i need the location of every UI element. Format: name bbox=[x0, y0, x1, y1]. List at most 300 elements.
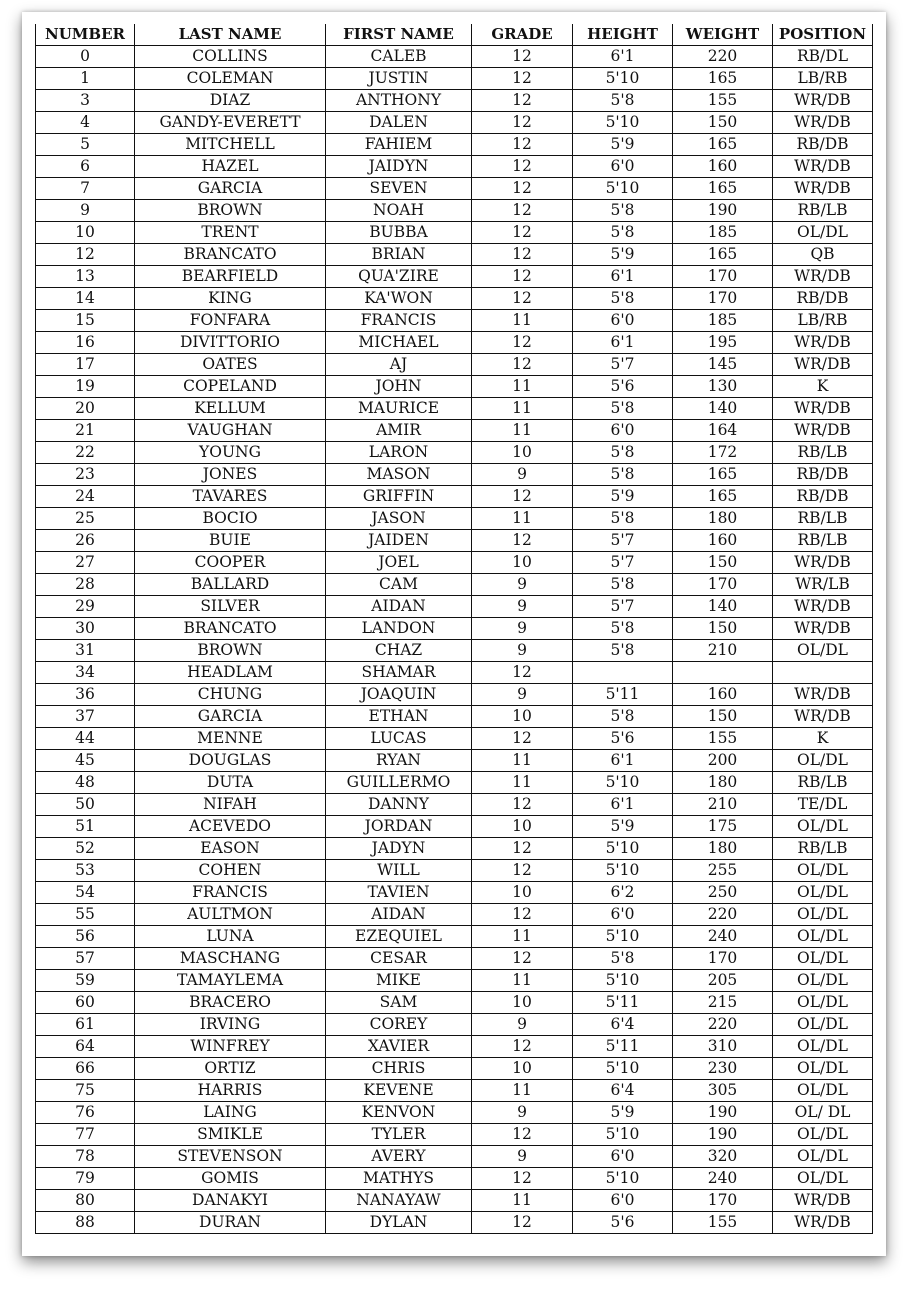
height-cell: 6'2 bbox=[573, 882, 673, 904]
height-cell: 5'8 bbox=[573, 90, 673, 112]
grade-cell: 12 bbox=[472, 838, 573, 860]
position-cell: OL/DL bbox=[773, 926, 873, 948]
number-cell: 7 bbox=[36, 178, 135, 200]
position-cell: OL/DL bbox=[773, 816, 873, 838]
table-row bbox=[36, 772, 873, 794]
table-row bbox=[36, 904, 873, 926]
height-cell: 5'9 bbox=[573, 1102, 673, 1124]
weight-cell: 165 bbox=[673, 486, 773, 508]
table-row bbox=[36, 178, 873, 200]
last-name-cell: DIAZ bbox=[135, 90, 326, 112]
first-name-cell: JAIDEN bbox=[326, 530, 472, 552]
grade-cell: 11 bbox=[472, 398, 573, 420]
position-cell: RB/LB bbox=[773, 838, 873, 860]
grade-cell: 12 bbox=[472, 530, 573, 552]
first-name-cell: MICHAEL bbox=[326, 332, 472, 354]
weight-cell: 170 bbox=[673, 1190, 773, 1212]
first-name-cell: TAVIEN bbox=[326, 882, 472, 904]
last-name-cell: LUNA bbox=[135, 926, 326, 948]
number-cell: 10 bbox=[36, 222, 135, 244]
table-row bbox=[36, 552, 873, 574]
position-cell: LB/RB bbox=[773, 310, 873, 332]
position-cell: OL/DL bbox=[773, 970, 873, 992]
first-name-cell: JUSTIN bbox=[326, 68, 472, 90]
table-row bbox=[36, 1036, 873, 1058]
table-row bbox=[36, 134, 873, 156]
height-cell: 5'10 bbox=[573, 1124, 673, 1146]
position-cell: OL/DL bbox=[773, 904, 873, 926]
last-name-cell: GARCIA bbox=[135, 178, 326, 200]
table-row bbox=[36, 464, 873, 486]
header-height: HEIGHT bbox=[573, 24, 673, 46]
height-cell: 5'9 bbox=[573, 134, 673, 156]
table-row bbox=[36, 662, 873, 684]
grade-cell: 12 bbox=[472, 200, 573, 222]
weight-cell: 220 bbox=[673, 46, 773, 68]
weight-cell: 180 bbox=[673, 772, 773, 794]
number-cell: 26 bbox=[36, 530, 135, 552]
first-name-cell: FAHIEM bbox=[326, 134, 472, 156]
last-name-cell: DANAKYI bbox=[135, 1190, 326, 1212]
table-row bbox=[36, 926, 873, 948]
position-cell: LB/RB bbox=[773, 68, 873, 90]
weight-cell: 210 bbox=[673, 640, 773, 662]
grade-cell: 10 bbox=[472, 992, 573, 1014]
last-name-cell: MITCHELL bbox=[135, 134, 326, 156]
grade-cell: 12 bbox=[472, 68, 573, 90]
weight-cell: 320 bbox=[673, 1146, 773, 1168]
table-row bbox=[36, 1080, 873, 1102]
height-cell: 5'10 bbox=[573, 970, 673, 992]
grade-cell: 11 bbox=[472, 970, 573, 992]
first-name-cell: DALEN bbox=[326, 112, 472, 134]
table-row bbox=[36, 992, 873, 1014]
position-cell: WR/DB bbox=[773, 706, 873, 728]
first-name-cell: BUBBA bbox=[326, 222, 472, 244]
first-name-cell: ETHAN bbox=[326, 706, 472, 728]
number-cell: 52 bbox=[36, 838, 135, 860]
position-cell: WR/DB bbox=[773, 684, 873, 706]
table-row bbox=[36, 948, 873, 970]
number-cell: 64 bbox=[36, 1036, 135, 1058]
number-cell: 28 bbox=[36, 574, 135, 596]
header-row bbox=[36, 24, 873, 46]
table-row bbox=[36, 640, 873, 662]
number-cell: 50 bbox=[36, 794, 135, 816]
height-cell: 5'8 bbox=[573, 200, 673, 222]
table-row bbox=[36, 486, 873, 508]
height-cell: 6'1 bbox=[573, 46, 673, 68]
number-cell: 59 bbox=[36, 970, 135, 992]
position-cell: QB bbox=[773, 244, 873, 266]
position-cell: OL/DL bbox=[773, 640, 873, 662]
height-cell: 5'8 bbox=[573, 706, 673, 728]
table-row bbox=[36, 310, 873, 332]
height-cell: 5'10 bbox=[573, 1058, 673, 1080]
grade-cell: 11 bbox=[472, 508, 573, 530]
table-row bbox=[36, 398, 873, 420]
grade-cell: 12 bbox=[472, 332, 573, 354]
number-cell: 3 bbox=[36, 90, 135, 112]
table-row bbox=[36, 530, 873, 552]
first-name-cell: GUILLERMO bbox=[326, 772, 472, 794]
last-name-cell: EASON bbox=[135, 838, 326, 860]
weight-cell: 170 bbox=[673, 948, 773, 970]
grade-cell: 9 bbox=[472, 640, 573, 662]
height-cell: 5'10 bbox=[573, 112, 673, 134]
first-name-cell: LARON bbox=[326, 442, 472, 464]
weight-cell: 160 bbox=[673, 156, 773, 178]
number-cell: 54 bbox=[36, 882, 135, 904]
first-name-cell: MASON bbox=[326, 464, 472, 486]
number-cell: 17 bbox=[36, 354, 135, 376]
last-name-cell: BRACERO bbox=[135, 992, 326, 1014]
position-cell: RB/LB bbox=[773, 508, 873, 530]
height-cell: 5'7 bbox=[573, 596, 673, 618]
table-row bbox=[36, 794, 873, 816]
number-cell: 79 bbox=[36, 1168, 135, 1190]
grade-cell: 12 bbox=[472, 904, 573, 926]
position-cell: WR/DB bbox=[773, 156, 873, 178]
weight-cell: 155 bbox=[673, 1212, 773, 1234]
table-row bbox=[36, 618, 873, 640]
number-cell: 20 bbox=[36, 398, 135, 420]
position-cell: OL/DL bbox=[773, 1168, 873, 1190]
number-cell: 1 bbox=[36, 68, 135, 90]
weight-cell: 155 bbox=[673, 728, 773, 750]
weight-cell: 215 bbox=[673, 992, 773, 1014]
table-row bbox=[36, 112, 873, 134]
last-name-cell: BROWN bbox=[135, 200, 326, 222]
last-name-cell: LAING bbox=[135, 1102, 326, 1124]
position-cell: K bbox=[773, 728, 873, 750]
grade-cell: 11 bbox=[472, 376, 573, 398]
position-cell: WR/DB bbox=[773, 90, 873, 112]
weight-cell: 185 bbox=[673, 310, 773, 332]
height-cell: 6'0 bbox=[573, 156, 673, 178]
last-name-cell: COPELAND bbox=[135, 376, 326, 398]
number-cell: 23 bbox=[36, 464, 135, 486]
grade-cell: 10 bbox=[472, 552, 573, 574]
table-row bbox=[36, 156, 873, 178]
number-cell: 45 bbox=[36, 750, 135, 772]
weight-cell: 160 bbox=[673, 684, 773, 706]
position-cell: WR/DB bbox=[773, 332, 873, 354]
height-cell: 5'10 bbox=[573, 68, 673, 90]
number-cell: 24 bbox=[36, 486, 135, 508]
table-row bbox=[36, 46, 873, 68]
table-row bbox=[36, 574, 873, 596]
position-cell: OL/DL bbox=[773, 948, 873, 970]
grade-cell: 11 bbox=[472, 1080, 573, 1102]
grade-cell: 10 bbox=[472, 706, 573, 728]
table-row bbox=[36, 420, 873, 442]
position-cell: OL/DL bbox=[773, 882, 873, 904]
height-cell: 5'8 bbox=[573, 222, 673, 244]
weight-cell: 195 bbox=[673, 332, 773, 354]
header-weight: WEIGHT bbox=[673, 24, 773, 46]
height-cell: 5'11 bbox=[573, 1036, 673, 1058]
grade-cell: 12 bbox=[472, 1036, 573, 1058]
grade-cell: 12 bbox=[472, 134, 573, 156]
table-row bbox=[36, 222, 873, 244]
position-cell: WR/DB bbox=[773, 1190, 873, 1212]
height-cell: 6'1 bbox=[573, 332, 673, 354]
height-cell: 5'7 bbox=[573, 354, 673, 376]
position-cell: OL/DL bbox=[773, 1124, 873, 1146]
height-cell: 6'1 bbox=[573, 750, 673, 772]
weight-cell bbox=[673, 662, 773, 684]
height-cell: 5'7 bbox=[573, 530, 673, 552]
grade-cell: 12 bbox=[472, 112, 573, 134]
first-name-cell: SHAMAR bbox=[326, 662, 472, 684]
number-cell: 14 bbox=[36, 288, 135, 310]
grade-cell: 9 bbox=[472, 684, 573, 706]
weight-cell: 165 bbox=[673, 178, 773, 200]
roster-body bbox=[36, 46, 873, 1234]
weight-cell: 150 bbox=[673, 618, 773, 640]
number-cell: 9 bbox=[36, 200, 135, 222]
last-name-cell: SMIKLE bbox=[135, 1124, 326, 1146]
table-row bbox=[36, 728, 873, 750]
position-cell: TE/DL bbox=[773, 794, 873, 816]
height-cell: 6'0 bbox=[573, 1146, 673, 1168]
number-cell: 88 bbox=[36, 1212, 135, 1234]
grade-cell: 9 bbox=[472, 1146, 573, 1168]
grade-cell: 12 bbox=[472, 222, 573, 244]
position-cell bbox=[773, 662, 873, 684]
last-name-cell: KELLUM bbox=[135, 398, 326, 420]
table-row bbox=[36, 90, 873, 112]
first-name-cell: AIDAN bbox=[326, 904, 472, 926]
table-row bbox=[36, 288, 873, 310]
first-name-cell: JOEL bbox=[326, 552, 472, 574]
grade-cell: 12 bbox=[472, 794, 573, 816]
grade-cell: 9 bbox=[472, 1102, 573, 1124]
table-row bbox=[36, 838, 873, 860]
last-name-cell: GANDY-EVERETT bbox=[135, 112, 326, 134]
table-row bbox=[36, 596, 873, 618]
weight-cell: 190 bbox=[673, 1102, 773, 1124]
first-name-cell: JADYN bbox=[326, 838, 472, 860]
position-cell: WR/DB bbox=[773, 112, 873, 134]
grade-cell: 12 bbox=[472, 266, 573, 288]
grade-cell: 10 bbox=[472, 882, 573, 904]
position-cell: WR/DB bbox=[773, 552, 873, 574]
number-cell: 13 bbox=[36, 266, 135, 288]
table-row bbox=[36, 332, 873, 354]
last-name-cell: HARRIS bbox=[135, 1080, 326, 1102]
position-cell: RB/LB bbox=[773, 200, 873, 222]
number-cell: 29 bbox=[36, 596, 135, 618]
first-name-cell: MATHYS bbox=[326, 1168, 472, 1190]
last-name-cell: IRVING bbox=[135, 1014, 326, 1036]
last-name-cell: SILVER bbox=[135, 596, 326, 618]
position-cell: WR/DB bbox=[773, 1212, 873, 1234]
position-cell: OL/ DL bbox=[773, 1102, 873, 1124]
height-cell: 5'9 bbox=[573, 486, 673, 508]
position-cell: RB/LB bbox=[773, 442, 873, 464]
weight-cell: 200 bbox=[673, 750, 773, 772]
height-cell: 6'1 bbox=[573, 794, 673, 816]
first-name-cell: RYAN bbox=[326, 750, 472, 772]
number-cell: 16 bbox=[36, 332, 135, 354]
grade-cell: 12 bbox=[472, 156, 573, 178]
number-cell: 44 bbox=[36, 728, 135, 750]
first-name-cell: GRIFFIN bbox=[326, 486, 472, 508]
table-row bbox=[36, 750, 873, 772]
weight-cell: 210 bbox=[673, 794, 773, 816]
height-cell: 5'6 bbox=[573, 1212, 673, 1234]
last-name-cell: DURAN bbox=[135, 1212, 326, 1234]
height-cell: 5'8 bbox=[573, 508, 673, 530]
grade-cell: 12 bbox=[472, 860, 573, 882]
grade-cell: 12 bbox=[472, 1124, 573, 1146]
first-name-cell: DYLAN bbox=[326, 1212, 472, 1234]
grade-cell: 11 bbox=[472, 926, 573, 948]
position-cell: OL/DL bbox=[773, 1014, 873, 1036]
weight-cell: 190 bbox=[673, 200, 773, 222]
table-row bbox=[36, 882, 873, 904]
first-name-cell: KEVENE bbox=[326, 1080, 472, 1102]
header-first-name: FIRST NAME bbox=[326, 24, 472, 46]
table-row bbox=[36, 442, 873, 464]
number-cell: 0 bbox=[36, 46, 135, 68]
number-cell: 56 bbox=[36, 926, 135, 948]
height-cell: 5'6 bbox=[573, 376, 673, 398]
weight-cell: 185 bbox=[673, 222, 773, 244]
first-name-cell: JOHN bbox=[326, 376, 472, 398]
height-cell: 5'8 bbox=[573, 574, 673, 596]
number-cell: 25 bbox=[36, 508, 135, 530]
weight-cell: 305 bbox=[673, 1080, 773, 1102]
height-cell: 6'4 bbox=[573, 1014, 673, 1036]
number-cell: 5 bbox=[36, 134, 135, 156]
height-cell: 6'0 bbox=[573, 904, 673, 926]
grade-cell: 12 bbox=[472, 728, 573, 750]
weight-cell: 205 bbox=[673, 970, 773, 992]
last-name-cell: COOPER bbox=[135, 552, 326, 574]
weight-cell: 130 bbox=[673, 376, 773, 398]
last-name-cell: BROWN bbox=[135, 640, 326, 662]
number-cell: 4 bbox=[36, 112, 135, 134]
header-grade: GRADE bbox=[472, 24, 573, 46]
position-cell: RB/LB bbox=[773, 530, 873, 552]
first-name-cell: XAVIER bbox=[326, 1036, 472, 1058]
table-row bbox=[36, 1058, 873, 1080]
last-name-cell: TAMAYLEMA bbox=[135, 970, 326, 992]
first-name-cell: JAIDYN bbox=[326, 156, 472, 178]
first-name-cell: LUCAS bbox=[326, 728, 472, 750]
position-cell: OL/DL bbox=[773, 1146, 873, 1168]
first-name-cell: NANAYAW bbox=[326, 1190, 472, 1212]
header-number: NUMBER bbox=[36, 24, 135, 46]
weight-cell: 170 bbox=[673, 574, 773, 596]
position-cell: WR/DB bbox=[773, 178, 873, 200]
weight-cell: 170 bbox=[673, 266, 773, 288]
position-cell: WR/DB bbox=[773, 420, 873, 442]
grade-cell: 9 bbox=[472, 618, 573, 640]
first-name-cell: NOAH bbox=[326, 200, 472, 222]
weight-cell: 240 bbox=[673, 1168, 773, 1190]
first-name-cell: SAM bbox=[326, 992, 472, 1014]
height-cell: 5'11 bbox=[573, 992, 673, 1014]
grade-cell: 12 bbox=[472, 948, 573, 970]
weight-cell: 140 bbox=[673, 596, 773, 618]
last-name-cell: FRANCIS bbox=[135, 882, 326, 904]
first-name-cell: LANDON bbox=[326, 618, 472, 640]
table-row bbox=[36, 860, 873, 882]
table-row bbox=[36, 684, 873, 706]
position-cell: RB/DB bbox=[773, 464, 873, 486]
number-cell: 55 bbox=[36, 904, 135, 926]
weight-cell: 165 bbox=[673, 68, 773, 90]
height-cell: 5'8 bbox=[573, 640, 673, 662]
last-name-cell: AULTMON bbox=[135, 904, 326, 926]
last-name-cell: BUIE bbox=[135, 530, 326, 552]
height-cell: 6'0 bbox=[573, 310, 673, 332]
header-position: POSITION bbox=[773, 24, 873, 46]
table-row bbox=[36, 354, 873, 376]
height-cell: 5'8 bbox=[573, 288, 673, 310]
position-cell: RB/DB bbox=[773, 134, 873, 156]
first-name-cell: CALEB bbox=[326, 46, 472, 68]
roster-sheet bbox=[22, 12, 886, 1256]
weight-cell: 172 bbox=[673, 442, 773, 464]
last-name-cell: MENNE bbox=[135, 728, 326, 750]
first-name-cell: CESAR bbox=[326, 948, 472, 970]
table-row bbox=[36, 1190, 873, 1212]
last-name-cell: COHEN bbox=[135, 860, 326, 882]
table-row bbox=[36, 508, 873, 530]
last-name-cell: STEVENSON bbox=[135, 1146, 326, 1168]
last-name-cell: OATES bbox=[135, 354, 326, 376]
first-name-cell: SEVEN bbox=[326, 178, 472, 200]
grade-cell: 12 bbox=[472, 178, 573, 200]
number-cell: 77 bbox=[36, 1124, 135, 1146]
number-cell: 61 bbox=[36, 1014, 135, 1036]
first-name-cell: JASON bbox=[326, 508, 472, 530]
grade-cell: 12 bbox=[472, 244, 573, 266]
position-cell: K bbox=[773, 376, 873, 398]
first-name-cell: KA'WON bbox=[326, 288, 472, 310]
weight-cell: 155 bbox=[673, 90, 773, 112]
first-name-cell: EZEQUIEL bbox=[326, 926, 472, 948]
height-cell: 5'6 bbox=[573, 728, 673, 750]
weight-cell: 255 bbox=[673, 860, 773, 882]
header-last-name: LAST NAME bbox=[135, 24, 326, 46]
last-name-cell: JONES bbox=[135, 464, 326, 486]
height-cell: 6'0 bbox=[573, 1190, 673, 1212]
grade-cell: 9 bbox=[472, 574, 573, 596]
weight-cell: 175 bbox=[673, 816, 773, 838]
grade-cell: 12 bbox=[472, 662, 573, 684]
table-row bbox=[36, 816, 873, 838]
first-name-cell: CAM bbox=[326, 574, 472, 596]
grade-cell: 10 bbox=[472, 1058, 573, 1080]
grade-cell: 10 bbox=[472, 442, 573, 464]
position-cell: OL/DL bbox=[773, 1058, 873, 1080]
number-cell: 15 bbox=[36, 310, 135, 332]
table-row bbox=[36, 376, 873, 398]
number-cell: 34 bbox=[36, 662, 135, 684]
height-cell: 6'1 bbox=[573, 266, 673, 288]
first-name-cell: BRIAN bbox=[326, 244, 472, 266]
height-cell: 5'8 bbox=[573, 442, 673, 464]
table-row bbox=[36, 970, 873, 992]
grade-cell: 11 bbox=[472, 750, 573, 772]
first-name-cell: JOAQUIN bbox=[326, 684, 472, 706]
